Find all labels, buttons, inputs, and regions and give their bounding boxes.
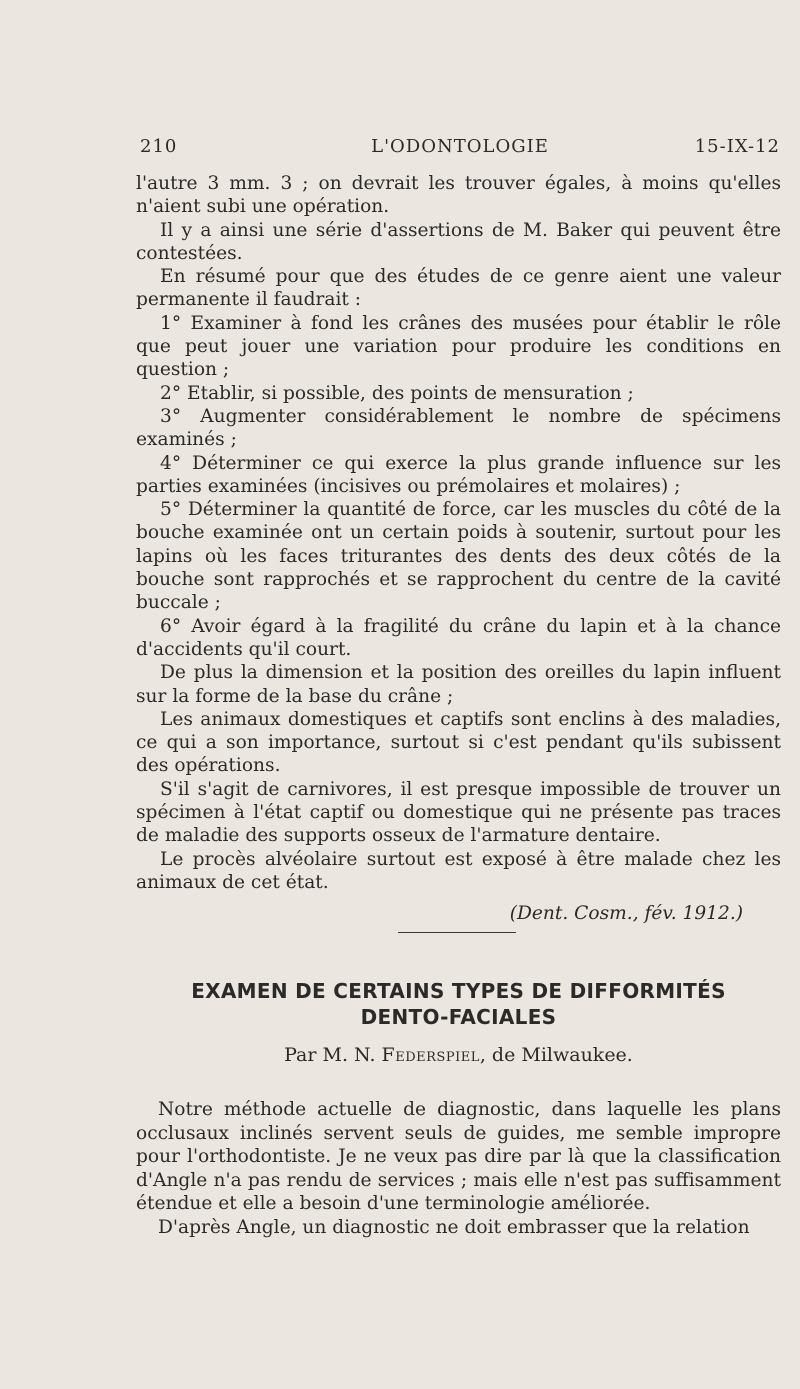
byline-suffix: , de Milwaukee. [479, 1044, 633, 1066]
section-divider [398, 932, 516, 933]
paragraph: l'autre 3 mm. 3 ; on devrait les trouver égales, à moins qu'elles n'aient subi une opération. [136, 173, 781, 218]
author-name: Federspiel [381, 1044, 480, 1066]
article-body [136, 1098, 781, 1240]
paragraph: En résumé pour que des études de ce genre aient une valeur permanente il faudrait : [136, 266, 781, 311]
paragraph: De plus la dimension et la position des oreilles du lapin influent sur la forme de la base du crâne ; [136, 662, 781, 707]
paragraph: Il y a ainsi une série d'assertions de M. Baker qui peuvent être contestées. [136, 219, 781, 264]
byline [136, 1044, 781, 1066]
article-continuation [136, 172, 781, 926]
paragraph: Le procès alvéolaire surtout est exposé à être malade chez les animaux de cet état. [136, 848, 781, 893]
title-line: DENTO-FACIALES [360, 1005, 557, 1029]
list-item: 2° Etablir, si possible, des points de mensuration ; [160, 382, 634, 404]
running-header [140, 136, 780, 162]
list-item: 1° Examiner à fond les crânes des musées pour établir le rôle que peut jouer une variation pour produire les conditions en question ; [136, 312, 781, 381]
journal-title: L'ODONTOLOGIE [371, 136, 549, 157]
list-item: 5° Déterminer la quantité de force, car les muscles du côté de la bouche examinée ont un certain poids à soutenir, surtout pour les lapins où les faces triturantes des dents des deux côtés de la bouche sont rapprochés et se rapprochent du centre de la cavité buccale ; [136, 499, 781, 614]
paragraph: S'il s'agit de carnivores, il est presque impossible de trouver un spécimen à l'état captif ou domestique qui ne présente pas traces de maladie des supports osseux de l'armature dentaire. [136, 778, 781, 847]
source-citation: (Dent. Cosm., fév. 1912.) [509, 903, 743, 925]
byline-prefix: Par M. N. [284, 1044, 376, 1066]
list-item: 3° Augmenter considérablement le nombre de spécimens examinés ; [136, 405, 781, 451]
page-number: 210 [140, 136, 178, 157]
paragraph: Les animaux domestiques et captifs sont enclins à des maladies, ce qui a son importance, surtout si c'est pendant qu'ils subissent des opérations. [136, 708, 781, 777]
list-item: 4° Déterminer ce qui exerce la plus grande influence sur les parties examinées (incisives ou prémolaires et molaires) ; [136, 452, 781, 497]
paragraph: Notre méthode actuelle de diagnostic, dans laquelle les plans occlusaux inclinés servent seuls de guides, me semble impropre pour l'orthodontiste. Je ne veux pas dire par là que la classification d'Angle n'a pas rendu de services ; mais elle n'est pas suffisamment étendue et elle a besoin d'une terminologie améliorée. [136, 1099, 781, 1215]
paragraph: D'après Angle, un diagnostic ne doit embrasser que la relation [158, 1216, 750, 1238]
article-title [136, 978, 781, 1030]
list-item: 6° Avoir égard à la fragilité du crâne du lapin et à la chance d'accidents qu'il court. [136, 615, 781, 660]
title-line: EXAMEN DE CERTAINS TYPES DE DIFFORMITÉS [191, 979, 726, 1003]
issue-date: 15-IX-12 [694, 136, 780, 157]
